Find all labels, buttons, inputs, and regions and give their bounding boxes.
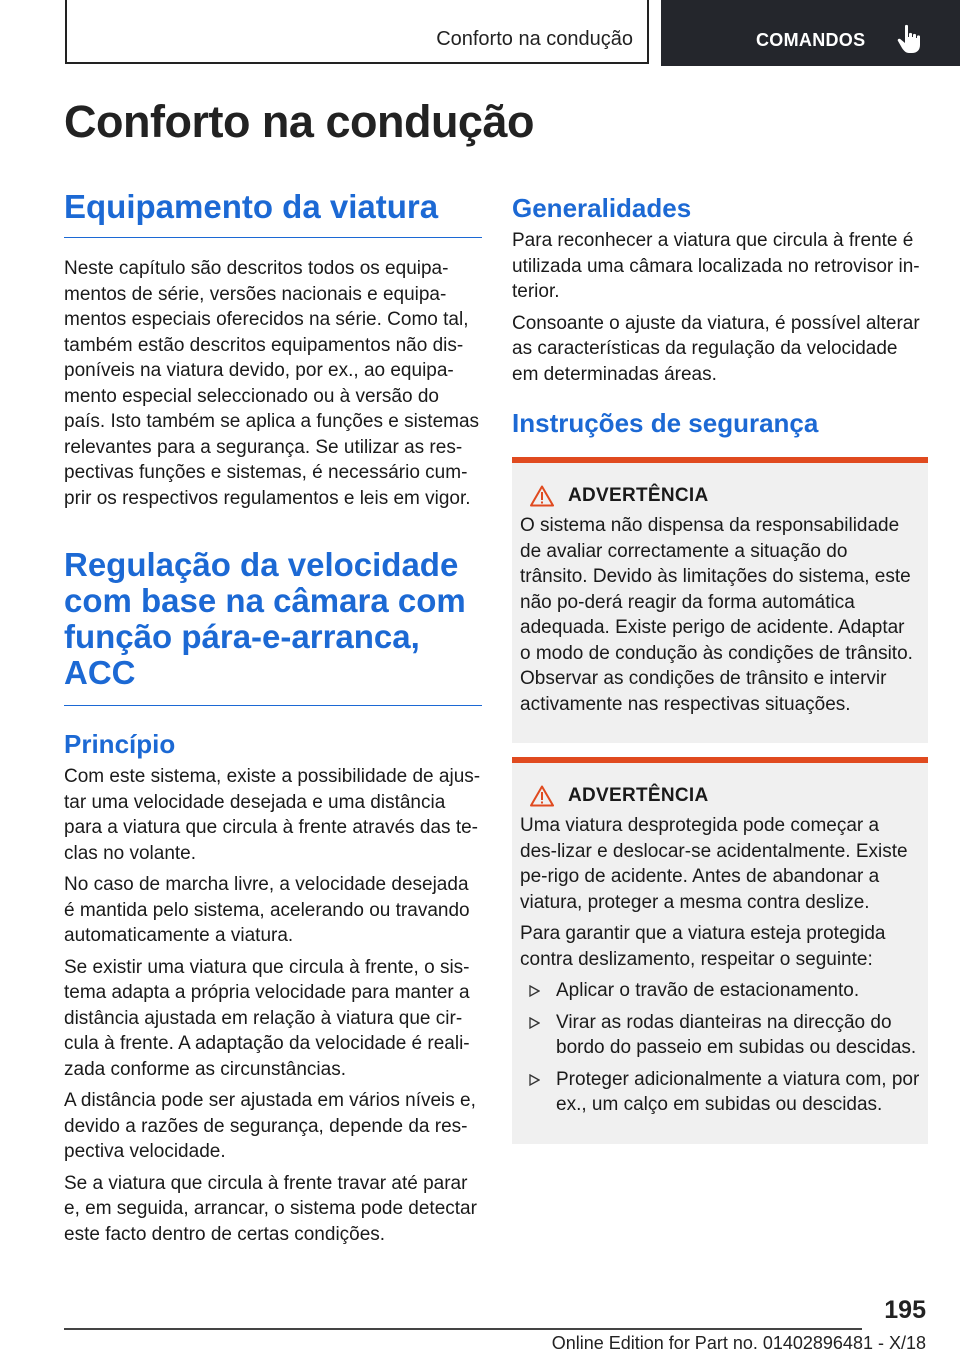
warning-triangle-icon (530, 785, 554, 807)
warning-text-2: Para garantir que a viatura esteja protegida contra deslizamento, respeitar o seguinte: (520, 923, 886, 970)
principle-paragraph-1: Com este sistema, existe a possibilidade de ajus-tar uma velocidade desejada e uma distância para a viatura que circula à frente através das te-clas no volante. (64, 766, 481, 864)
principle-paragraph-4: A distância pode ser ajustada em vários níveis e, devido a razões de segurança, depende da res-pectiva velocidade. (64, 1090, 476, 1162)
warning-triangle-icon (530, 485, 554, 507)
list-item: Proteger adicionalmente a viatura com, por ex., um calço em subidas ou descidas. (520, 1067, 920, 1118)
heading-safety: Instruções de segurança (512, 408, 819, 438)
warning-title: ADVERTÊNCIA (568, 485, 709, 506)
pointing-hand-icon (897, 24, 923, 54)
warning-box-2 (512, 757, 928, 1144)
header-chapter-label: COMANDOS (756, 30, 866, 50)
warning-bullet-list (520, 978, 920, 1118)
footer-edition: Online Edition for Part no. 01402896481 - X/18 (551, 1333, 926, 1353)
left-column (64, 188, 482, 1253)
principle-paragraph-2: No caso de marcha livre, a velocidade desejada é mantida pelo sistema, acelerando ou travando automaticamente a viatura. (64, 874, 470, 946)
warning-title: ADVERTÊNCIA (568, 785, 709, 806)
heading-acc: Regulação da velocidade com base na câmara com função pára-e-arranca, ACC (64, 547, 482, 706)
principle-paragraph-5: Se a viatura que circula à frente travar até parar e, em seguida, arrancar, o sistema pode detectar este facto dentro de certas condições. (64, 1172, 477, 1245)
warning-title-row (530, 785, 920, 807)
heading-principle: Princípio (64, 729, 176, 759)
header-chapter-tab[interactable] (661, 0, 960, 66)
triangle-bullet-icon (529, 1074, 540, 1086)
triangle-bullet-icon (529, 985, 540, 997)
page-number: 195 (884, 1296, 926, 1324)
header-section-title: Conforto na condução (436, 28, 633, 50)
page-title: Conforto na condução (64, 96, 534, 147)
list-item: Aplicar o travão de estacionamento. (520, 978, 920, 1004)
right-column (512, 188, 928, 1144)
header-section-frame (65, 0, 649, 64)
warning-text: Uma viatura desprotegida pode começar a des-lizar e deslocar-se acidentalmente. Existe pe-rigo de acidente. Antes de abandonar a viatura, proteger a mesma contra deslize. (520, 815, 908, 913)
footer-divider (64, 1328, 862, 1330)
general-paragraph-2: Consoante o ajuste da viatura, é possível alterar as características da regulação da velocidade em determinadas áreas. (512, 312, 920, 385)
principle-paragraph-3: Se existir uma viatura que circula à frente, o sis-tema adapta a própria velocidade para manter a distância ajustada em relação à viatura que cir-cula à frente. A adaptação da velocidade é reali-zada conforme as circunstâncias. (64, 956, 470, 1080)
general-paragraph-1: Para reconhecer a viatura que circula à frente é utilizada uma câmara localizada no retrovisor in-terior. (512, 230, 920, 302)
warning-title-row (530, 485, 920, 507)
triangle-bullet-icon (529, 1017, 540, 1029)
warning-box-1 (512, 457, 928, 743)
heading-equipment: Equipamento da viatura (64, 188, 482, 238)
list-item: Virar as rodas dianteiras na direcção do bordo do passeio em subidas ou descidas. (520, 1010, 920, 1061)
warning-text: O sistema não dispensa da responsabilidade de avaliar correctamente a situação do trânsito. Devido às limitações do sistema, este não po-derá reagir da forma automática adequada. Existe perigo de acidente. Adaptar o modo de condução às condições de trânsito. Observar as condições de trânsito e intervir activamente nas respectivas situações. (520, 515, 913, 715)
equipment-paragraph: Neste capítulo são descritos todos os equipa-mentos de série, versões nacionais e equipa-mentos especiais oferecidos na série. Como tal, também estão descritos equipamentos não dis-poníveis na viatura devido, por ex., ao equipa-mento especial seleccionado ou à versão do país. Isto também se aplica a funções e sistemas relevantes para a segurança. Se utilizar as res-pectivas funções e sistemas, é necessário cum-prir os respectivos regulamentos e leis em vigor. (64, 258, 480, 509)
heading-general: Generalidades (512, 193, 692, 223)
